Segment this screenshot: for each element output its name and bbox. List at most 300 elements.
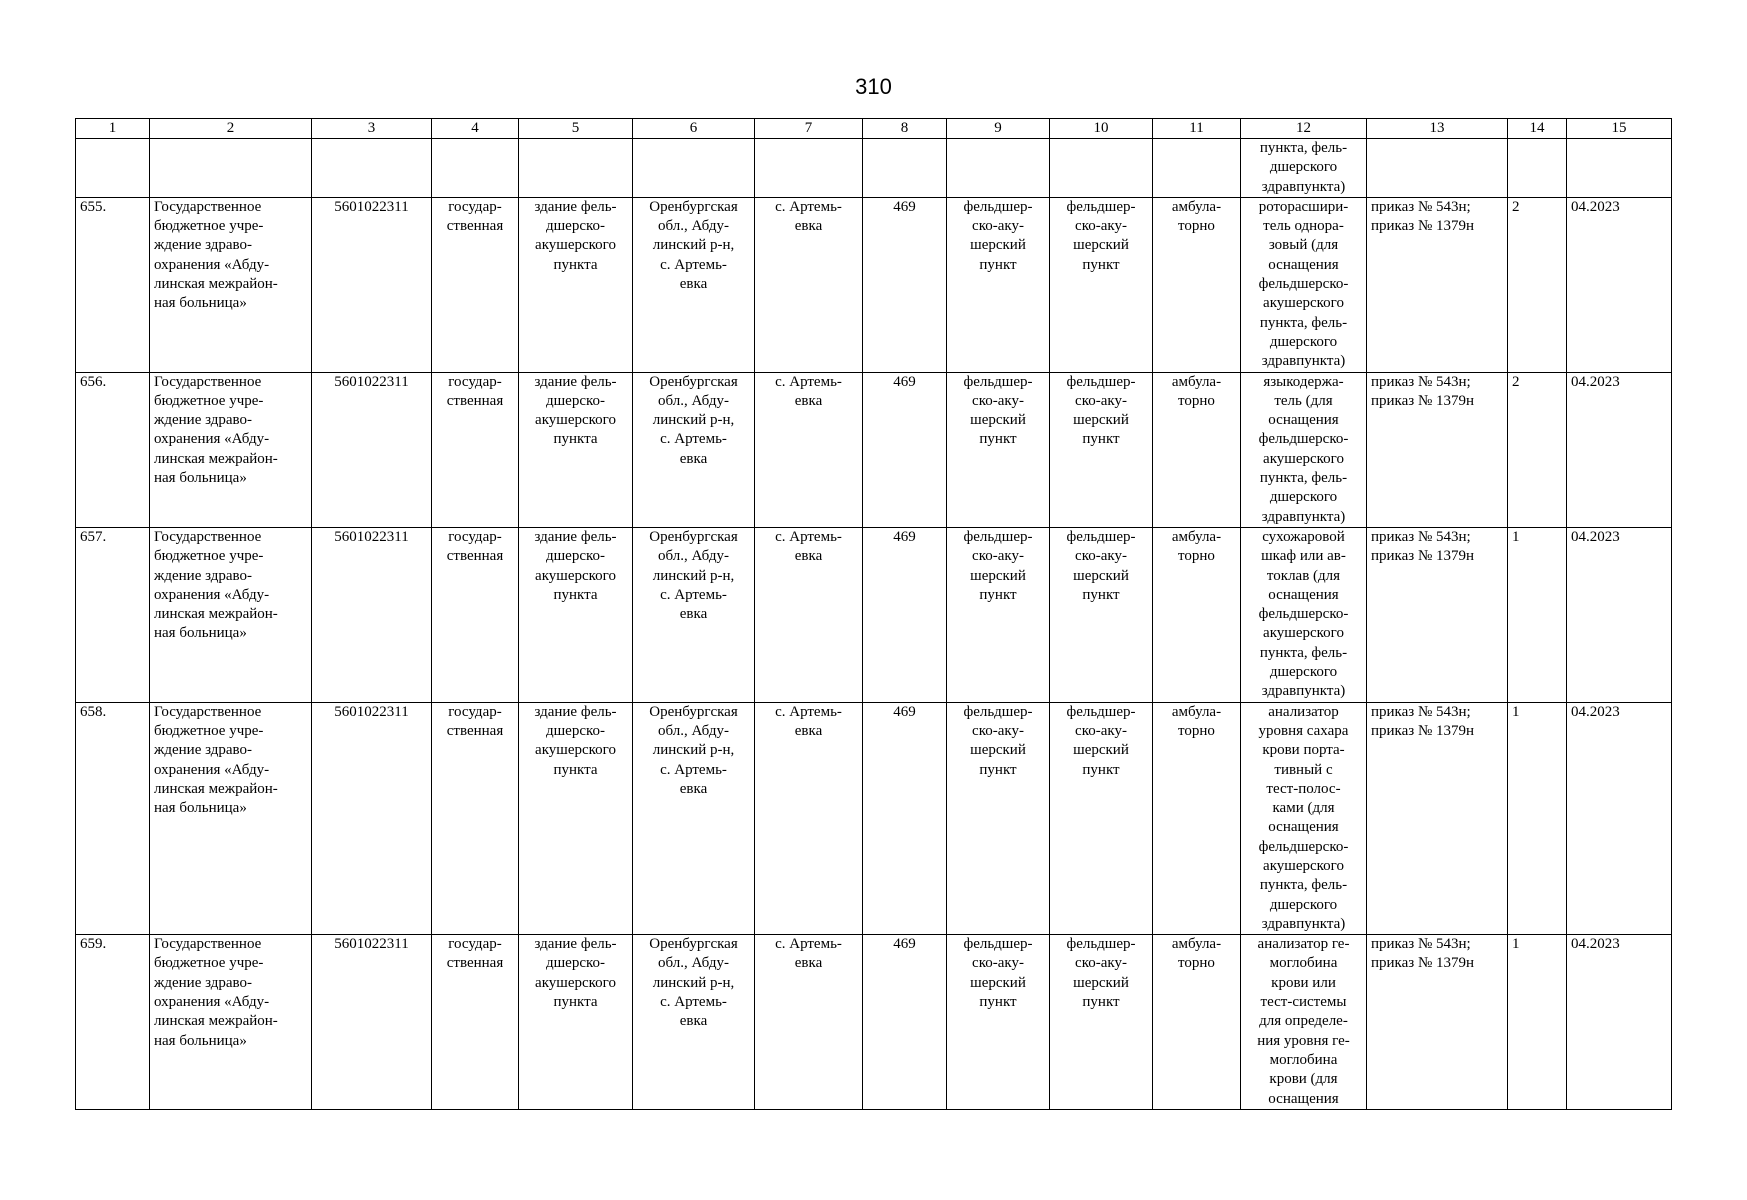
unit-type-line: фельдшер-: [963, 703, 1033, 720]
equipment-line: токлав (для: [1266, 567, 1341, 584]
column-header: 9: [947, 119, 1050, 139]
building-line: дшерско-: [545, 392, 606, 409]
order-cell: [1367, 372, 1508, 527]
column-header: 8: [863, 119, 947, 139]
ownership-line: ственная: [446, 955, 504, 972]
quantity-cell: 2: [1508, 197, 1567, 372]
building-line: акушерского: [535, 974, 616, 991]
column-header: 13: [1367, 119, 1508, 139]
organization-line: охранения «Абду-: [154, 761, 270, 778]
organization-line: ждение здраво-: [154, 974, 253, 991]
empty-cell: [1050, 139, 1153, 198]
empty-cell: [1567, 139, 1672, 198]
equipment-line: ния уровня ге-: [1257, 1032, 1350, 1049]
locality-cell: [755, 197, 863, 372]
address-line: Оренбургская: [649, 373, 738, 390]
organization-line: ная больница»: [154, 1032, 247, 1049]
empty-cell: [76, 139, 150, 198]
unit-type-line: пункт: [979, 761, 1017, 778]
equipment-line: пункта, фель-: [1259, 314, 1348, 331]
population-cell: 469: [863, 702, 947, 935]
quantity-cell: 1: [1508, 935, 1567, 1110]
equipment-line: оснащения: [1268, 1090, 1339, 1107]
equipment-line: сухожаровой: [1262, 528, 1345, 545]
organization-cell: [150, 935, 312, 1110]
unit-type-line: пункт: [1082, 761, 1120, 778]
unit-type-line: шерский: [1073, 237, 1129, 254]
locality-line: евка: [794, 955, 823, 972]
column-header: 2: [150, 119, 312, 139]
address-line: с. Артемь-: [660, 761, 727, 778]
equipment-line: здравпункта): [1261, 508, 1346, 525]
order-line: приказ № 543н;: [1371, 373, 1471, 390]
equipment-line: фельдшерско-: [1258, 606, 1349, 623]
unit-type-line: шерский: [970, 412, 1026, 429]
organization-cell: [150, 702, 312, 935]
unit-type-cell: [1050, 935, 1153, 1110]
row-number-cell: 656.: [76, 372, 150, 527]
address-line: евка: [679, 450, 708, 467]
equipment-line: тель (для: [1274, 392, 1333, 409]
organization-cell: [150, 527, 312, 702]
unit-type-line: фельдшер-: [1066, 936, 1136, 953]
empty-cell: [863, 139, 947, 198]
care-form-cell: [1153, 372, 1241, 527]
equipment-line: уровня сахара: [1258, 722, 1349, 739]
organization-line: бюджетное учре-: [154, 218, 264, 235]
order-line: приказ № 1379н: [1371, 955, 1475, 972]
ownership-line: ственная: [446, 722, 504, 739]
building-line: здание фель-: [534, 936, 617, 953]
organization-line: линская межрайон-: [154, 606, 278, 623]
building-line: акушерского: [535, 412, 616, 429]
equipment-line: оснащения: [1268, 256, 1339, 273]
address-line: Оренбургская: [649, 703, 738, 720]
locality-cell: [755, 935, 863, 1110]
equipment-line: оснащения: [1268, 586, 1339, 603]
date-cell: 04.2023: [1567, 372, 1672, 527]
building-line: дшерско-: [545, 548, 606, 565]
empty-cell: [150, 139, 312, 198]
unit-type-line: фельдшер-: [1066, 373, 1136, 390]
address-line: линский р-н,: [652, 412, 735, 429]
column-number-row: [76, 119, 1672, 139]
population-cell: 469: [863, 527, 947, 702]
equipment-line: моглобина: [1269, 1051, 1338, 1068]
building-line: пункта: [553, 994, 598, 1011]
equipment-cell: [1241, 935, 1367, 1110]
unit-type-cell: [947, 197, 1050, 372]
organization-line: ждение здраво-: [154, 412, 253, 429]
order-line: приказ № 543н;: [1371, 936, 1471, 953]
equipment-line: дшерского: [1269, 664, 1338, 681]
address-cell: [633, 527, 755, 702]
care-form-line: амбула-: [1171, 373, 1222, 390]
table-row: [76, 702, 1672, 935]
date-cell: 04.2023: [1567, 197, 1672, 372]
equipment-line: здравпункта): [1261, 178, 1346, 195]
building-line: пункта: [553, 431, 598, 448]
column-header: 1: [76, 119, 150, 139]
equipment-line: моглобина: [1269, 955, 1338, 972]
building-cell: [519, 702, 633, 935]
organization-line: ждение здраво-: [154, 742, 253, 759]
unit-type-line: пункт: [1082, 994, 1120, 1011]
quantity-cell: 2: [1508, 372, 1567, 527]
building-line: акушерского: [535, 237, 616, 254]
unit-type-line: шерский: [970, 974, 1026, 991]
equipment-line: здравпункта): [1261, 915, 1346, 932]
unit-type-line: ско-аку-: [972, 218, 1024, 235]
empty-cell: [1508, 139, 1567, 198]
building-cell: [519, 197, 633, 372]
table-row: [76, 935, 1672, 1110]
address-line: обл., Абду-: [658, 218, 729, 235]
unit-type-cell: [947, 527, 1050, 702]
care-form-line: торно: [1178, 392, 1215, 409]
organization-line: линская межрайон-: [154, 1013, 278, 1030]
address-line: обл., Абду-: [658, 722, 729, 739]
unit-type-line: шерский: [1073, 412, 1129, 429]
unit-type-line: пункт: [1082, 431, 1120, 448]
equipment-line: анализатор: [1268, 703, 1339, 720]
equipment-line: фельдшерско-: [1258, 276, 1349, 293]
ownership-line: государ-: [448, 528, 502, 545]
building-cell: [519, 935, 633, 1110]
address-line: Оренбургская: [649, 528, 738, 545]
unit-type-line: ско-аку-: [972, 955, 1024, 972]
population-cell: 469: [863, 935, 947, 1110]
order-line: приказ № 543н;: [1371, 703, 1471, 720]
organization-cell: [150, 372, 312, 527]
care-form-line: торно: [1178, 548, 1215, 565]
equipment-cell: [1241, 702, 1367, 935]
address-line: обл., Абду-: [658, 548, 729, 565]
unit-type-line: шерский: [970, 567, 1026, 584]
equipment-line: ками (для: [1272, 800, 1335, 817]
unit-type-line: фельдшер-: [1066, 703, 1136, 720]
building-cell: [519, 527, 633, 702]
locality-line: евка: [794, 218, 823, 235]
organization-line: ная больница»: [154, 800, 247, 817]
population-cell: 469: [863, 197, 947, 372]
building-line: дшерско-: [545, 955, 606, 972]
unit-type-cell: [1050, 702, 1153, 935]
equipment-line: фельдшерско-: [1258, 431, 1349, 448]
unit-type-line: пункт: [979, 586, 1017, 603]
empty-cell: [1153, 139, 1241, 198]
care-form-line: амбула-: [1171, 703, 1222, 720]
table-row: [76, 372, 1672, 527]
equipment-line: для определе-: [1259, 1013, 1348, 1030]
address-cell: [633, 197, 755, 372]
equipment-line: тель однора-: [1263, 218, 1344, 235]
ownership-line: ственная: [446, 218, 504, 235]
locality-line: с. Артемь-: [775, 936, 842, 953]
table-row: [76, 197, 1672, 372]
building-line: здание фель-: [534, 528, 617, 545]
empty-cell: [312, 139, 432, 198]
organization-line: охранения «Абду-: [154, 431, 270, 448]
organization-line: охранения «Абду-: [154, 256, 270, 273]
inn-cell: 5601022311: [312, 702, 432, 935]
equipment-cell: [1241, 527, 1367, 702]
address-line: линский р-н,: [652, 742, 735, 759]
order-cell: [1367, 527, 1508, 702]
care-form-line: амбула-: [1171, 528, 1222, 545]
unit-type-line: фельдшер-: [1066, 528, 1136, 545]
address-line: Оренбургская: [649, 198, 738, 215]
organization-line: ная больница»: [154, 470, 247, 487]
column-header: 7: [755, 119, 863, 139]
address-line: линский р-н,: [652, 237, 735, 254]
empty-cell: [947, 139, 1050, 198]
organization-line: Государственное: [154, 198, 262, 215]
order-line: приказ № 1379н: [1371, 722, 1475, 739]
equipment-line: здравпункта): [1261, 683, 1346, 700]
organization-line: бюджетное учре-: [154, 548, 264, 565]
quantity-cell: 1: [1508, 527, 1567, 702]
inn-cell: 5601022311: [312, 527, 432, 702]
building-line: дшерско-: [545, 722, 606, 739]
equipment-line: дшерского: [1269, 159, 1338, 176]
date-cell: 04.2023: [1567, 935, 1672, 1110]
organization-line: ная больница»: [154, 625, 247, 642]
empty-cell: [519, 139, 633, 198]
column-header: 11: [1153, 119, 1241, 139]
column-header: 3: [312, 119, 432, 139]
equipment-line: акушерского: [1263, 450, 1344, 467]
address-line: евка: [679, 780, 708, 797]
equipment-line: тивный с: [1274, 761, 1333, 778]
unit-type-line: пункт: [1082, 256, 1120, 273]
table-row: [76, 527, 1672, 702]
organization-line: бюджетное учре-: [154, 722, 264, 739]
unit-type-line: ско-аку-: [1075, 548, 1127, 565]
unit-type-cell: [947, 372, 1050, 527]
address-line: евка: [679, 276, 708, 293]
address-line: с. Артемь-: [660, 256, 727, 273]
unit-type-cell: [947, 702, 1050, 935]
ownership-line: государ-: [448, 703, 502, 720]
unit-type-line: шерский: [1073, 974, 1129, 991]
equipment-line: акушерского: [1263, 857, 1344, 874]
column-header: 15: [1567, 119, 1672, 139]
building-line: здание фель-: [534, 198, 617, 215]
organization-cell: [150, 197, 312, 372]
unit-type-cell: [947, 935, 1050, 1110]
inn-cell: 5601022311: [312, 935, 432, 1110]
column-header: 6: [633, 119, 755, 139]
address-line: обл., Абду-: [658, 392, 729, 409]
empty-cell: [755, 139, 863, 198]
organization-line: охранения «Абду-: [154, 994, 270, 1011]
ownership-cell: [432, 197, 519, 372]
column-header: 4: [432, 119, 519, 139]
care-form-line: торно: [1178, 218, 1215, 235]
order-line: приказ № 1379н: [1371, 548, 1475, 565]
order-line: приказ № 543н;: [1371, 198, 1471, 215]
address-cell: [633, 702, 755, 935]
continuation-row: [76, 139, 1672, 198]
unit-type-line: ско-аку-: [1075, 955, 1127, 972]
care-form-line: торно: [1178, 955, 1215, 972]
ownership-cell: [432, 702, 519, 935]
unit-type-line: ско-аку-: [1075, 392, 1127, 409]
equipment-line: оснащения: [1268, 412, 1339, 429]
building-line: здание фель-: [534, 703, 617, 720]
empty-cell: [633, 139, 755, 198]
building-cell: [519, 372, 633, 527]
organization-line: Государственное: [154, 936, 262, 953]
address-line: евка: [679, 606, 708, 623]
equipment-line: пункта, фель-: [1259, 877, 1348, 894]
row-number-cell: 659.: [76, 935, 150, 1110]
address-line: обл., Абду-: [658, 955, 729, 972]
locality-line: с. Артемь-: [775, 528, 842, 545]
organization-line: ждение здраво-: [154, 237, 253, 254]
address-line: с. Артемь-: [660, 994, 727, 1011]
equipment-registry-table: [75, 118, 1672, 1110]
ownership-cell: [432, 372, 519, 527]
care-form-cell: [1153, 935, 1241, 1110]
row-number-cell: 655.: [76, 197, 150, 372]
column-header: 10: [1050, 119, 1153, 139]
inn-cell: 5601022311: [312, 372, 432, 527]
equipment-line: пункта, фель-: [1259, 644, 1348, 661]
unit-type-line: ско-аку-: [1075, 722, 1127, 739]
equipment-line: крови порта-: [1262, 742, 1345, 759]
equipment-line: дшерского: [1269, 333, 1338, 350]
ownership-cell: [432, 527, 519, 702]
unit-type-cell: [1050, 197, 1153, 372]
care-form-line: торно: [1178, 722, 1215, 739]
inn-cell: 5601022311: [312, 197, 432, 372]
column-header: 12: [1241, 119, 1367, 139]
locality-line: с. Артемь-: [775, 703, 842, 720]
equipment-cell: [1241, 139, 1367, 198]
organization-line: ждение здраво-: [154, 567, 253, 584]
locality-line: евка: [794, 548, 823, 565]
equipment-line: крови или: [1271, 974, 1336, 991]
locality-line: с. Артемь-: [775, 198, 842, 215]
unit-type-line: пункт: [979, 994, 1017, 1011]
care-form-line: амбула-: [1171, 936, 1222, 953]
order-line: приказ № 1379н: [1371, 218, 1475, 235]
building-line: дшерско-: [545, 218, 606, 235]
unit-type-line: фельдшер-: [963, 528, 1033, 545]
order-cell: [1367, 197, 1508, 372]
locality-cell: [755, 702, 863, 935]
equipment-line: зовый (для: [1268, 237, 1339, 254]
equipment-line: акушерского: [1263, 295, 1344, 312]
equipment-line: тест-полос-: [1266, 780, 1341, 797]
address-line: Оренбургская: [649, 936, 738, 953]
locality-line: евка: [794, 722, 823, 739]
organization-line: охранения «Абду-: [154, 586, 270, 603]
population-cell: 469: [863, 372, 947, 527]
equipment-line: языкодержа-: [1263, 373, 1344, 390]
order-cell: [1367, 702, 1508, 935]
unit-type-line: ско-аку-: [1075, 218, 1127, 235]
locality-line: евка: [794, 392, 823, 409]
row-number-cell: 658.: [76, 702, 150, 935]
unit-type-line: шерский: [970, 742, 1026, 759]
address-cell: [633, 935, 755, 1110]
unit-type-line: ско-аку-: [972, 722, 1024, 739]
ownership-line: государ-: [448, 198, 502, 215]
organization-line: Государственное: [154, 703, 262, 720]
locality-line: с. Артемь-: [775, 373, 842, 390]
unit-type-line: шерский: [1073, 567, 1129, 584]
column-header: 5: [519, 119, 633, 139]
building-line: акушерского: [535, 742, 616, 759]
unit-type-line: шерский: [1073, 742, 1129, 759]
empty-cell: [1367, 139, 1508, 198]
unit-type-line: фельдшер-: [963, 198, 1033, 215]
organization-line: линская межрайон-: [154, 276, 278, 293]
building-line: здание фель-: [534, 373, 617, 390]
address-line: линский р-н,: [652, 974, 735, 991]
unit-type-line: фельдшер-: [1066, 198, 1136, 215]
equipment-line: дшерского: [1269, 896, 1338, 913]
care-form-line: амбула-: [1171, 198, 1222, 215]
equipment-cell: [1241, 372, 1367, 527]
organization-line: бюджетное учре-: [154, 955, 264, 972]
ownership-cell: [432, 935, 519, 1110]
address-line: с. Артемь-: [660, 586, 727, 603]
equipment-line: крови (для: [1269, 1071, 1338, 1088]
care-form-cell: [1153, 197, 1241, 372]
organization-line: линская межрайон-: [154, 450, 278, 467]
column-header: 14: [1508, 119, 1567, 139]
unit-type-cell: [1050, 372, 1153, 527]
organization-line: Государственное: [154, 528, 262, 545]
unit-type-line: ско-аку-: [972, 548, 1024, 565]
equipment-line: акушерского: [1263, 625, 1344, 642]
locality-cell: [755, 372, 863, 527]
unit-type-line: шерский: [970, 237, 1026, 254]
building-line: пункта: [553, 256, 598, 273]
equipment-line: тест-системы: [1260, 994, 1347, 1011]
unit-type-line: пункт: [979, 431, 1017, 448]
date-cell: 04.2023: [1567, 527, 1672, 702]
equipment-line: пункта, фель-: [1259, 470, 1348, 487]
order-line: приказ № 1379н: [1371, 392, 1475, 409]
unit-type-line: фельдшер-: [963, 373, 1033, 390]
address-line: с. Артемь-: [660, 431, 727, 448]
organization-line: Государственное: [154, 373, 262, 390]
building-line: акушерского: [535, 567, 616, 584]
unit-type-cell: [1050, 527, 1153, 702]
equipment-line: фельдшерско-: [1258, 838, 1349, 855]
address-cell: [633, 372, 755, 527]
care-form-cell: [1153, 527, 1241, 702]
row-number-cell: 657.: [76, 527, 150, 702]
ownership-line: ственная: [446, 392, 504, 409]
equipment-line: анализатор ге-: [1257, 936, 1350, 953]
address-line: евка: [679, 1013, 708, 1030]
unit-type-line: ско-аку-: [972, 392, 1024, 409]
order-cell: [1367, 935, 1508, 1110]
ownership-line: ственная: [446, 548, 504, 565]
order-line: приказ № 543н;: [1371, 528, 1471, 545]
unit-type-line: пункт: [1082, 586, 1120, 603]
organization-line: ная больница»: [154, 295, 247, 312]
ownership-line: государ-: [448, 936, 502, 953]
organization-line: линская межрайон-: [154, 780, 278, 797]
empty-cell: [432, 139, 519, 198]
